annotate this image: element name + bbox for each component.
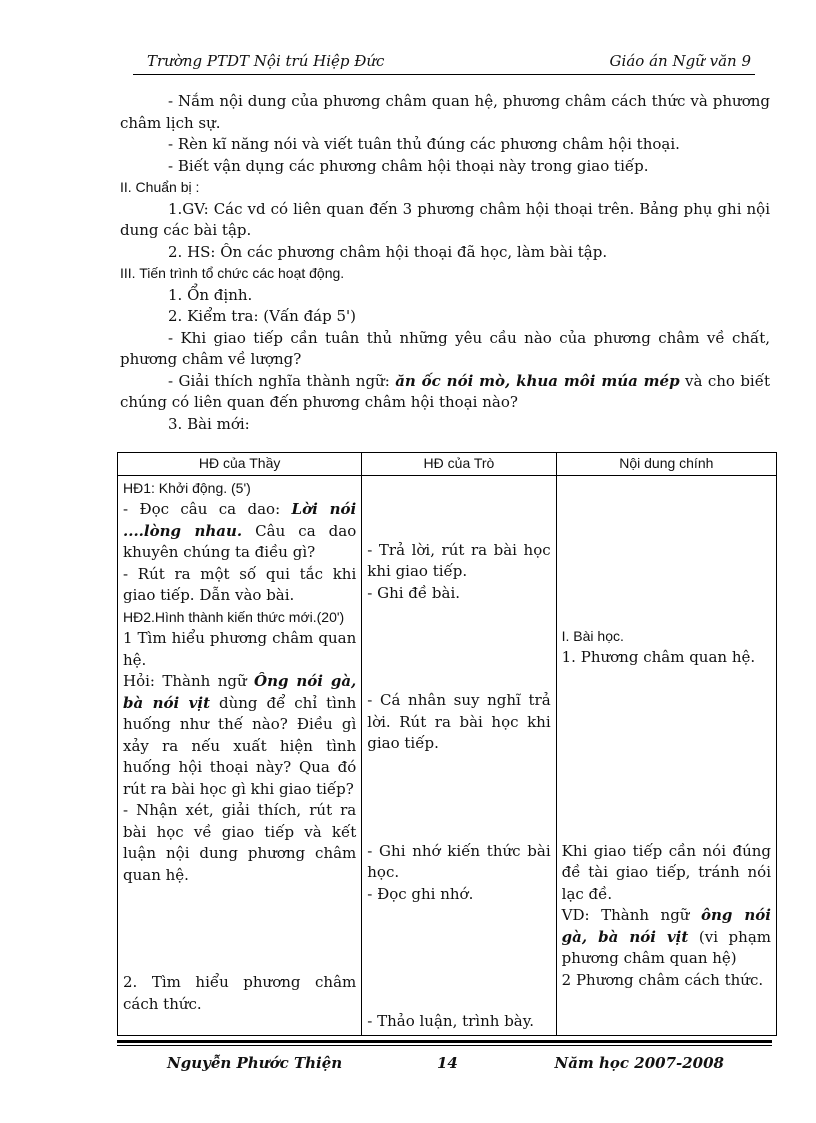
section-3-heading: III. Tiến trình tổ chức các hoạt động. (120, 265, 345, 281)
goal-3: - Biết vận dụng các phương châm hội thoại này trong giao tiếp. (168, 156, 649, 175)
ask-idiom (123, 671, 356, 800)
table-header-row (118, 453, 777, 476)
step-1: 1. Ổn định. (168, 285, 253, 304)
page-number: 14 (437, 1054, 458, 1072)
header-content: Nội dung chính (556, 453, 776, 476)
question-2 (120, 371, 770, 414)
page-header (133, 50, 755, 72)
read-verse (123, 499, 356, 564)
question-2-pre: - Giải thích nghĩa thành ngữ: (168, 371, 396, 390)
spacer (367, 755, 550, 841)
lesson-table (117, 452, 777, 1036)
maxim-1-example (562, 905, 771, 970)
spacer (367, 478, 550, 540)
rules: - Rút ra một số qui tắc khi giao tiếp. Dẫn vào bài. (123, 564, 357, 604)
question-2-idiom: ăn ốc nói mò, khua môi múa mép (395, 371, 680, 390)
teacher-column (118, 475, 362, 1035)
section-2-heading: II. Chuẩn bị : (120, 179, 200, 195)
learn-maxim-2: 2. Tìm hiểu phương châm cách thức. (123, 973, 357, 1013)
footer-rule-thin (117, 1045, 772, 1046)
student-think: - Cá nhân suy nghĩ trả lời. Rút ra bài học khi giao tiếp. (367, 691, 551, 752)
school-year: Năm học 2007-2008 (554, 1054, 724, 1072)
student-discuss: - Thảo luận, trình bày. (367, 1012, 534, 1030)
spacer (367, 905, 550, 1011)
author-name: Nguyễn Phước Thiện (167, 1054, 343, 1072)
question-2-post: và cho biết chúng có liên quan đến phương châm hội thoại nào? (120, 371, 770, 411)
goal-1: - Nắm nội dung của phương châm quan hệ, phương châm cách thức và phương châm lịch sự. (120, 92, 770, 132)
lesson-heading: I. Bài học. (561, 627, 624, 644)
spacer (562, 478, 771, 626)
student-answer: - Trả lời, rút ra bài học khi giao tiếp. (367, 540, 551, 580)
spacer (562, 669, 771, 841)
content-column (556, 475, 776, 1035)
ask-post: dùng để chỉ tình huống như thế nào? Điều gì xảy ra nếu xuất hiện tình huống hội thoại này? Qua đó rút ra bài học gì khi giao tiếp? (123, 693, 357, 798)
maxim-2-heading: 2 Phương châm cách thức. (561, 970, 764, 989)
prep-teacher: 1.GV: Các vd có liên quan đến 3 phương châm hội thoại trên. Bảng phụ ghi nội dung các bài tập. (120, 199, 770, 239)
spacer (123, 886, 356, 972)
hd2-heading: HĐ2.Hình thành kiến thức mới.(20') (123, 608, 345, 625)
example-idiom: ông nói gà, bà nói vịt (561, 906, 771, 946)
student-remember: - Ghi nhớ kiến thức bài học. (367, 841, 551, 881)
read-verse-post: Câu ca dao khuyên chúng ta điều gì? (123, 521, 357, 561)
footer-rule-thick (117, 1040, 772, 1043)
goal-2: - Rèn kĩ năng nói và viết tuân thủ đúng các phương châm hội thoại. (168, 135, 680, 153)
student-read-note: - Đọc ghi nhớ. (367, 884, 474, 903)
example-post: (vi phạm phương châm quan hệ) (561, 927, 771, 967)
example-pre: VD: Thành ngữ (561, 906, 701, 924)
header-teacher: HĐ của Thầy (118, 453, 362, 476)
learn-maxim-1: 1 Tìm hiểu phương châm quan hệ. (123, 629, 357, 669)
subject-title: Giáo án Ngữ văn 9 (609, 52, 751, 70)
ask-pre: Hỏi: Thành ngữ (123, 672, 255, 690)
read-verse-pre: - Đọc câu ca dao: (123, 500, 292, 518)
question-1: - Khi giao tiếp cần tuân thủ những yêu cầu nào của phương châm về chất, phương châm về lượng? (120, 328, 770, 368)
hd1-heading: HĐ1: Khởi động. (5') (123, 479, 251, 496)
spacer (367, 604, 550, 690)
comment: - Nhận xét, giải thích, rút ra bài học về giao tiếp và kết luận nội dung phương châm quan hệ. (123, 801, 357, 884)
table-row (118, 475, 777, 1035)
step-3: 3. Bài mới: (168, 414, 250, 433)
step-2: 2. Kiểm tra: (Vấn đáp 5') (168, 307, 357, 325)
maxim-1-heading: 1. Phương châm quan hệ. (561, 648, 756, 666)
read-verse-quote: Lời nói ....lòng nhau. (123, 500, 357, 540)
ask-idiom-text: Ông nói gà, bà nói vịt (123, 672, 357, 712)
header-student: HĐ của Trò (362, 453, 556, 476)
school-name: Trường PTDT Nội trú Hiệp Đức (147, 52, 385, 70)
header-rule (133, 74, 755, 75)
student-note-title: - Ghi đề bài. (367, 583, 461, 602)
intro-section (120, 91, 770, 435)
student-column (362, 475, 556, 1035)
maxim-1-rule: Khi giao tiếp cần nói đúng đề tài giao tiếp, tránh nói lạc đề. (561, 841, 771, 903)
prep-student: 2. HS: Ôn các phương châm hội thoại đã học, làm bài tập. (168, 242, 608, 261)
